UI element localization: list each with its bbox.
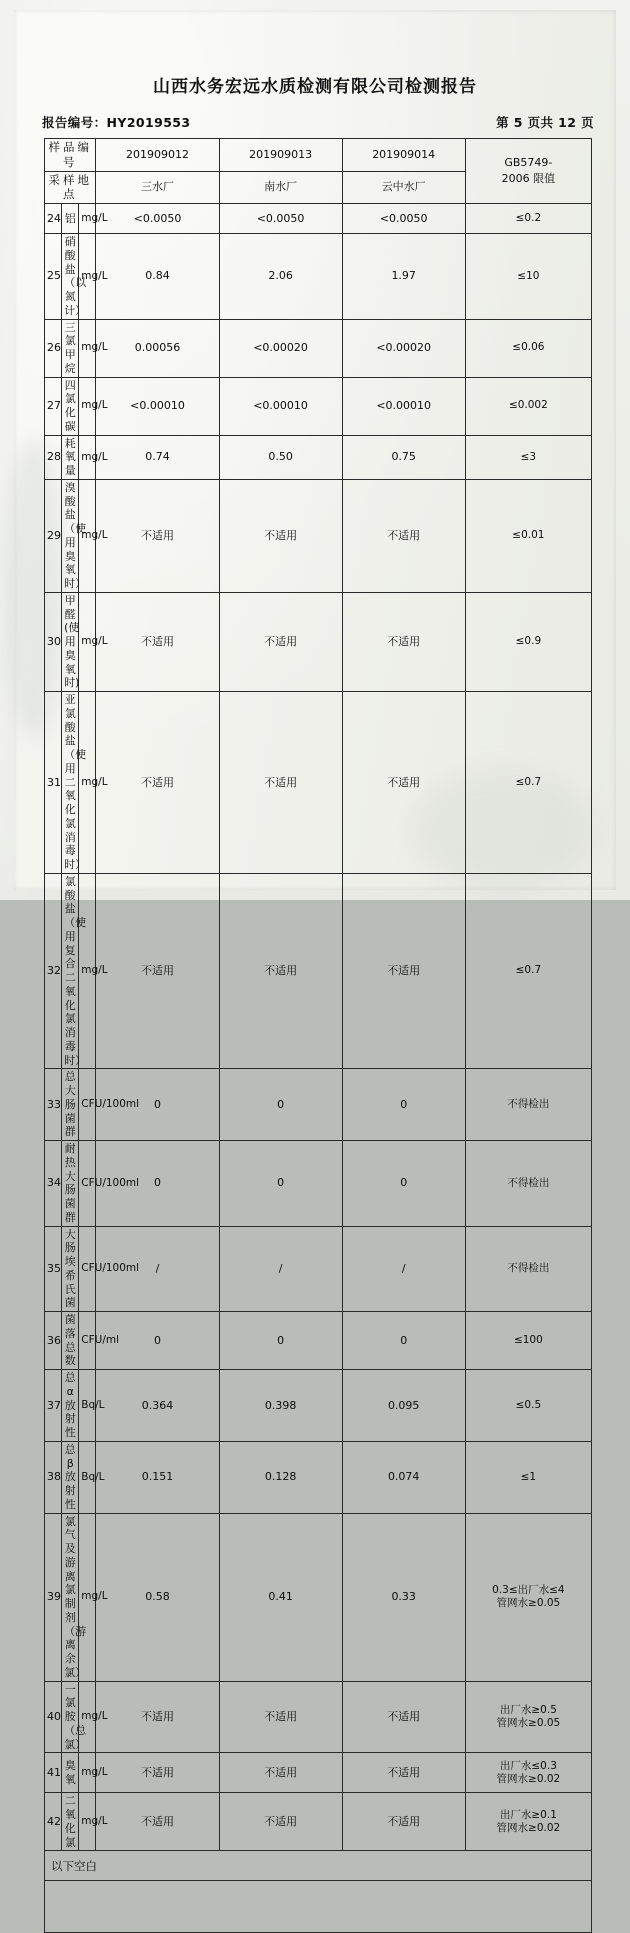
table-row-blank-note (45, 1851, 592, 1881)
table-row (45, 1226, 592, 1312)
row-value-3: 0.095 (342, 1370, 465, 1442)
row-unit: mg/L (79, 873, 96, 1069)
row-parameter: 总α放射性 (62, 1370, 79, 1442)
table-row (45, 1441, 592, 1513)
row-value-1: 0 (96, 1141, 219, 1227)
row-index: 31 (45, 692, 62, 874)
row-value-3: 0 (342, 1141, 465, 1227)
table-row (45, 1793, 592, 1851)
row-unit: mg/L (79, 234, 96, 320)
row-unit: CFU/100ml (79, 1141, 96, 1227)
row-value-2: 不适用 (219, 592, 342, 691)
row-index: 25 (45, 234, 62, 320)
paper-sheet (14, 10, 616, 1873)
row-value-1: 不适用 (96, 1681, 219, 1753)
row-limit: 不得检出 (465, 1141, 591, 1227)
row-unit: CFU/100ml (79, 1226, 96, 1312)
row-limit: 出厂水≥0.5 管网水≥0.05 (465, 1681, 591, 1753)
row-parameter: 耗氧量 (62, 435, 79, 479)
table-row (45, 234, 592, 320)
row-value-2: 不适用 (219, 1753, 342, 1793)
table-row (45, 204, 592, 234)
row-value-1: 0.364 (96, 1370, 219, 1442)
row-value-2: 0.398 (219, 1370, 342, 1442)
row-value-1: 不适用 (96, 873, 219, 1069)
row-value-1: 0.84 (96, 234, 219, 320)
table-row (45, 1753, 592, 1793)
row-index: 24 (45, 204, 62, 234)
row-index: 26 (45, 319, 62, 377)
row-parameter: 三氯甲烷 (62, 319, 79, 377)
table-row (45, 1513, 592, 1681)
table-row (45, 873, 592, 1069)
row-parameter: 四氯化碳 (62, 377, 79, 435)
table-row (45, 435, 592, 479)
row-value-1: 0.74 (96, 435, 219, 479)
row-limit: 不得检出 (465, 1226, 591, 1312)
row-value-3: 不适用 (342, 1753, 465, 1793)
blank-note: 以下空白 (45, 1851, 592, 1881)
row-index: 30 (45, 592, 62, 691)
row-parameter: 总大肠菌群 (62, 1069, 79, 1141)
sample-no-1: 201909012 (96, 139, 219, 172)
row-index: 42 (45, 1793, 62, 1851)
row-value-2: <0.00020 (219, 319, 342, 377)
row-value-2: / (219, 1226, 342, 1312)
row-unit: Bq/L (79, 1370, 96, 1442)
sampling-site-header: 采样地点 (48, 172, 92, 202)
row-value-3: 0 (342, 1069, 465, 1141)
row-value-1: 不适用 (96, 692, 219, 874)
row-parameter: 二氧化氯 (62, 1793, 79, 1851)
limit-header (465, 139, 591, 204)
row-limit: ≤0.9 (465, 592, 591, 691)
row-parameter: 氯气及游离氯制剂 （游离余氯） (62, 1513, 79, 1681)
row-value-2: 0 (219, 1069, 342, 1141)
row-value-3: 不适用 (342, 1681, 465, 1753)
row-index: 34 (45, 1141, 62, 1227)
table-row (45, 592, 592, 691)
row-index: 41 (45, 1753, 62, 1793)
row-value-3: 不适用 (342, 592, 465, 691)
row-limit: 0.3≤出厂水≤4 管网水≥0.05 (465, 1513, 591, 1681)
row-index: 37 (45, 1370, 62, 1442)
row-value-1: / (96, 1226, 219, 1312)
row-limit: 出厂水≤0.3 管网水≥0.02 (465, 1753, 591, 1793)
sample-no-header: 样品编号 (48, 140, 92, 169)
row-limit: ≤0.7 (465, 692, 591, 874)
row-limit: ≤1 (465, 1441, 591, 1513)
row-unit: mg/L (79, 1513, 96, 1681)
page-title: 山西水务宏远水质检测有限公司检测报告 (153, 77, 477, 97)
site-3: 云中水厂 (342, 171, 465, 204)
site-2: 南水厂 (219, 171, 342, 204)
row-unit: mg/L (79, 479, 96, 592)
row-parameter: 硝酸盐（以氮计） (62, 234, 79, 320)
table-row (45, 1370, 592, 1442)
row-parameter: 耐热大肠菌群 (62, 1141, 79, 1227)
row-value-1: 0 (96, 1312, 219, 1370)
row-unit: CFU/100ml (79, 1069, 96, 1141)
row-value-1: <0.00010 (96, 377, 219, 435)
row-index: 40 (45, 1681, 62, 1753)
page-number: 第 5 页共 12 页 (496, 115, 594, 130)
row-limit: ≤0.5 (465, 1370, 591, 1442)
row-index: 27 (45, 377, 62, 435)
row-value-1: 0.58 (96, 1513, 219, 1681)
row-limit: ≤0.2 (465, 204, 591, 234)
row-value-1: 0.00056 (96, 319, 219, 377)
row-value-2: 不适用 (219, 479, 342, 592)
row-value-2: 0.41 (219, 1513, 342, 1681)
table-header-row-sample (45, 139, 592, 172)
row-index: 28 (45, 435, 62, 479)
row-value-2: <0.0050 (219, 204, 342, 234)
row-value-3: 0.75 (342, 435, 465, 479)
row-limit: ≤10 (465, 234, 591, 320)
row-parameter: 一氯胺（总氯） (62, 1681, 79, 1753)
row-value-1: 0 (96, 1069, 219, 1141)
row-limit: ≤0.06 (465, 319, 591, 377)
row-value-2: <0.00010 (219, 377, 342, 435)
row-value-3: 1.97 (342, 234, 465, 320)
table-row (45, 1141, 592, 1227)
row-value-3: 0.33 (342, 1513, 465, 1681)
row-unit: mg/L (79, 1753, 96, 1793)
row-unit: mg/L (79, 435, 96, 479)
row-value-3: 不适用 (342, 873, 465, 1069)
row-parameter: 铝 (62, 204, 79, 234)
row-limit: ≤3 (465, 435, 591, 479)
row-value-2: 0.128 (219, 1441, 342, 1513)
row-limit: 出厂水≥0.1 管网水≥0.02 (465, 1793, 591, 1851)
row-limit: ≤0.002 (465, 377, 591, 435)
row-parameter: 臭氧 (62, 1753, 79, 1793)
row-value-2: 不适用 (219, 873, 342, 1069)
row-value-3: / (342, 1226, 465, 1312)
table-row-empty (45, 1881, 592, 1933)
row-index: 38 (45, 1441, 62, 1513)
sample-no-3: 201909014 (342, 139, 465, 172)
table-row (45, 479, 592, 592)
row-unit: mg/L (79, 692, 96, 874)
row-value-3: 不适用 (342, 479, 465, 592)
row-parameter: 菌落总数 (62, 1312, 79, 1370)
row-unit: mg/L (79, 1681, 96, 1753)
row-value-3: <0.00010 (342, 377, 465, 435)
row-value-2: 0.50 (219, 435, 342, 479)
row-value-3: <0.0050 (342, 204, 465, 234)
report-meta (42, 113, 594, 131)
table-row (45, 377, 592, 435)
row-value-3: 不适用 (342, 1793, 465, 1851)
table-row (45, 692, 592, 874)
row-unit: mg/L (79, 319, 96, 377)
row-value-1: <0.0050 (96, 204, 219, 234)
row-parameter: 溴酸盐（使用臭氧 时） (62, 479, 79, 592)
row-unit: mg/L (79, 1793, 96, 1851)
row-value-2: 2.06 (219, 234, 342, 320)
row-value-1: 不适用 (96, 1753, 219, 1793)
row-value-1: 不适用 (96, 1793, 219, 1851)
row-parameter: 甲醛(使用臭氧时) (62, 592, 79, 691)
sample-no-2: 201909013 (219, 139, 342, 172)
row-unit: Bq/L (79, 1441, 96, 1513)
row-parameter: 亚氯酸盐（使用二 氧化氯消毒时） (62, 692, 79, 874)
limit-header-line1: GB5749- (504, 155, 553, 169)
row-index: 35 (45, 1226, 62, 1312)
row-parameter: 总β放射性 (62, 1441, 79, 1513)
table-row (45, 319, 592, 377)
row-parameter: 大肠埃希氏菌 (62, 1226, 79, 1312)
row-value-2: 不适用 (219, 692, 342, 874)
row-unit: mg/L (79, 592, 96, 691)
table-row (45, 1312, 592, 1370)
row-value-2: 不适用 (219, 1793, 342, 1851)
row-limit: 不得检出 (465, 1069, 591, 1141)
row-index: 36 (45, 1312, 62, 1370)
row-limit: ≤0.7 (465, 873, 591, 1069)
row-value-1: 0.151 (96, 1441, 219, 1513)
empty-cell (45, 1881, 592, 1933)
row-value-3: 0.074 (342, 1441, 465, 1513)
table-row (45, 1681, 592, 1753)
limit-header-line2: 2006 限值 (501, 172, 556, 185)
row-value-2: 0 (219, 1141, 342, 1227)
row-index: 33 (45, 1069, 62, 1141)
row-index: 32 (45, 873, 62, 1069)
results-table (44, 138, 592, 1933)
row-value-3: 0 (342, 1312, 465, 1370)
row-unit: mg/L (79, 204, 96, 234)
row-unit: CFU/ml (79, 1312, 96, 1370)
row-limit: ≤100 (465, 1312, 591, 1370)
row-value-3: <0.00020 (342, 319, 465, 377)
row-index: 29 (45, 479, 62, 592)
row-index: 39 (45, 1513, 62, 1681)
report-number: 报告编号：HY2019553 (42, 115, 191, 130)
site-1: 三水厂 (96, 171, 219, 204)
row-value-2: 0 (219, 1312, 342, 1370)
row-parameter: 氯酸盐（使用复合 二氧化氯消毒时） (62, 873, 79, 1069)
table-row (45, 1069, 592, 1141)
row-value-2: 不适用 (219, 1681, 342, 1753)
row-value-1: 不适用 (96, 479, 219, 592)
row-value-3: 不适用 (342, 692, 465, 874)
row-unit: mg/L (79, 377, 96, 435)
row-limit: ≤0.01 (465, 479, 591, 592)
row-value-1: 不适用 (96, 592, 219, 691)
